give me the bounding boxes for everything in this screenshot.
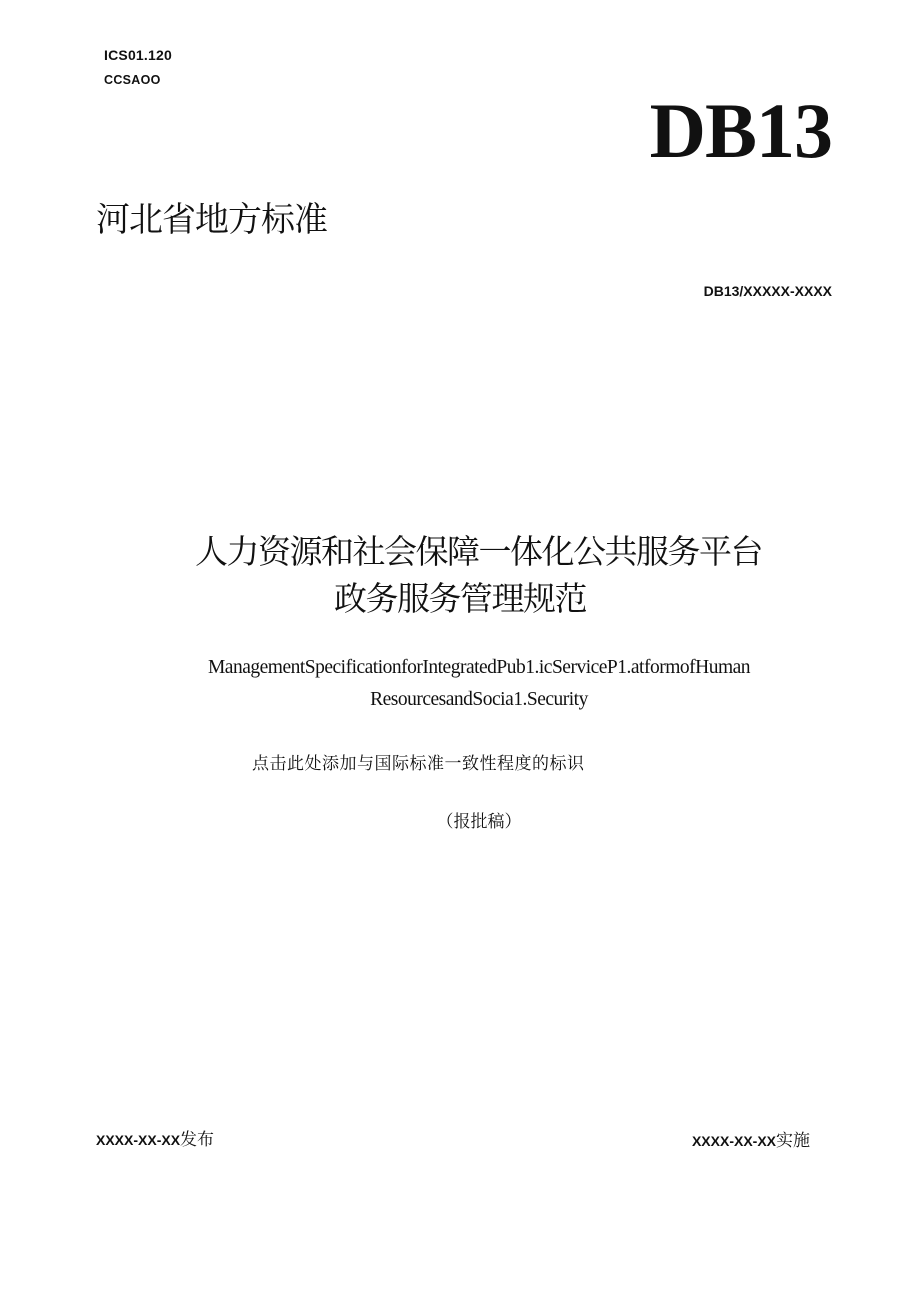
publish-label: 发布 <box>180 1130 215 1150</box>
draft-label-row <box>0 807 920 832</box>
ics-code: ICS01.120 <box>104 47 172 63</box>
ccs-code: CCSAOO <box>104 73 161 87</box>
implement-date <box>692 1126 810 1151</box>
standard-category: 河北省地方标准 <box>96 200 327 240</box>
publish-date-value: XXXX-XX-XX <box>96 1132 181 1148</box>
standard-logo: DB13 <box>649 87 832 174</box>
title-line-1: 人力资源和社会保障一体化公共服务平台 <box>195 532 762 571</box>
english-title <box>0 652 920 716</box>
publish-date <box>96 1125 214 1150</box>
draft-label: （报批稿） <box>436 812 522 832</box>
consistency-note[interactable]: 点击此处添加与国际标准一致性程度的标识 <box>252 754 585 774</box>
implement-date-value: XXXX-XX-XX <box>691 1133 776 1149</box>
standard-number: DB13/XXXXX-XXXX <box>703 283 832 299</box>
document-title <box>0 528 920 622</box>
english-title-line-1: ManagementSpecificationforIntegratedPub1.icServiceP1.atformofHuman <box>207 657 751 678</box>
english-title-line-2: ResourcesandSocia1.Security <box>370 689 588 710</box>
title-line-2: 政务服务管理规范 <box>334 579 586 618</box>
implement-label: 实施 <box>776 1131 810 1151</box>
